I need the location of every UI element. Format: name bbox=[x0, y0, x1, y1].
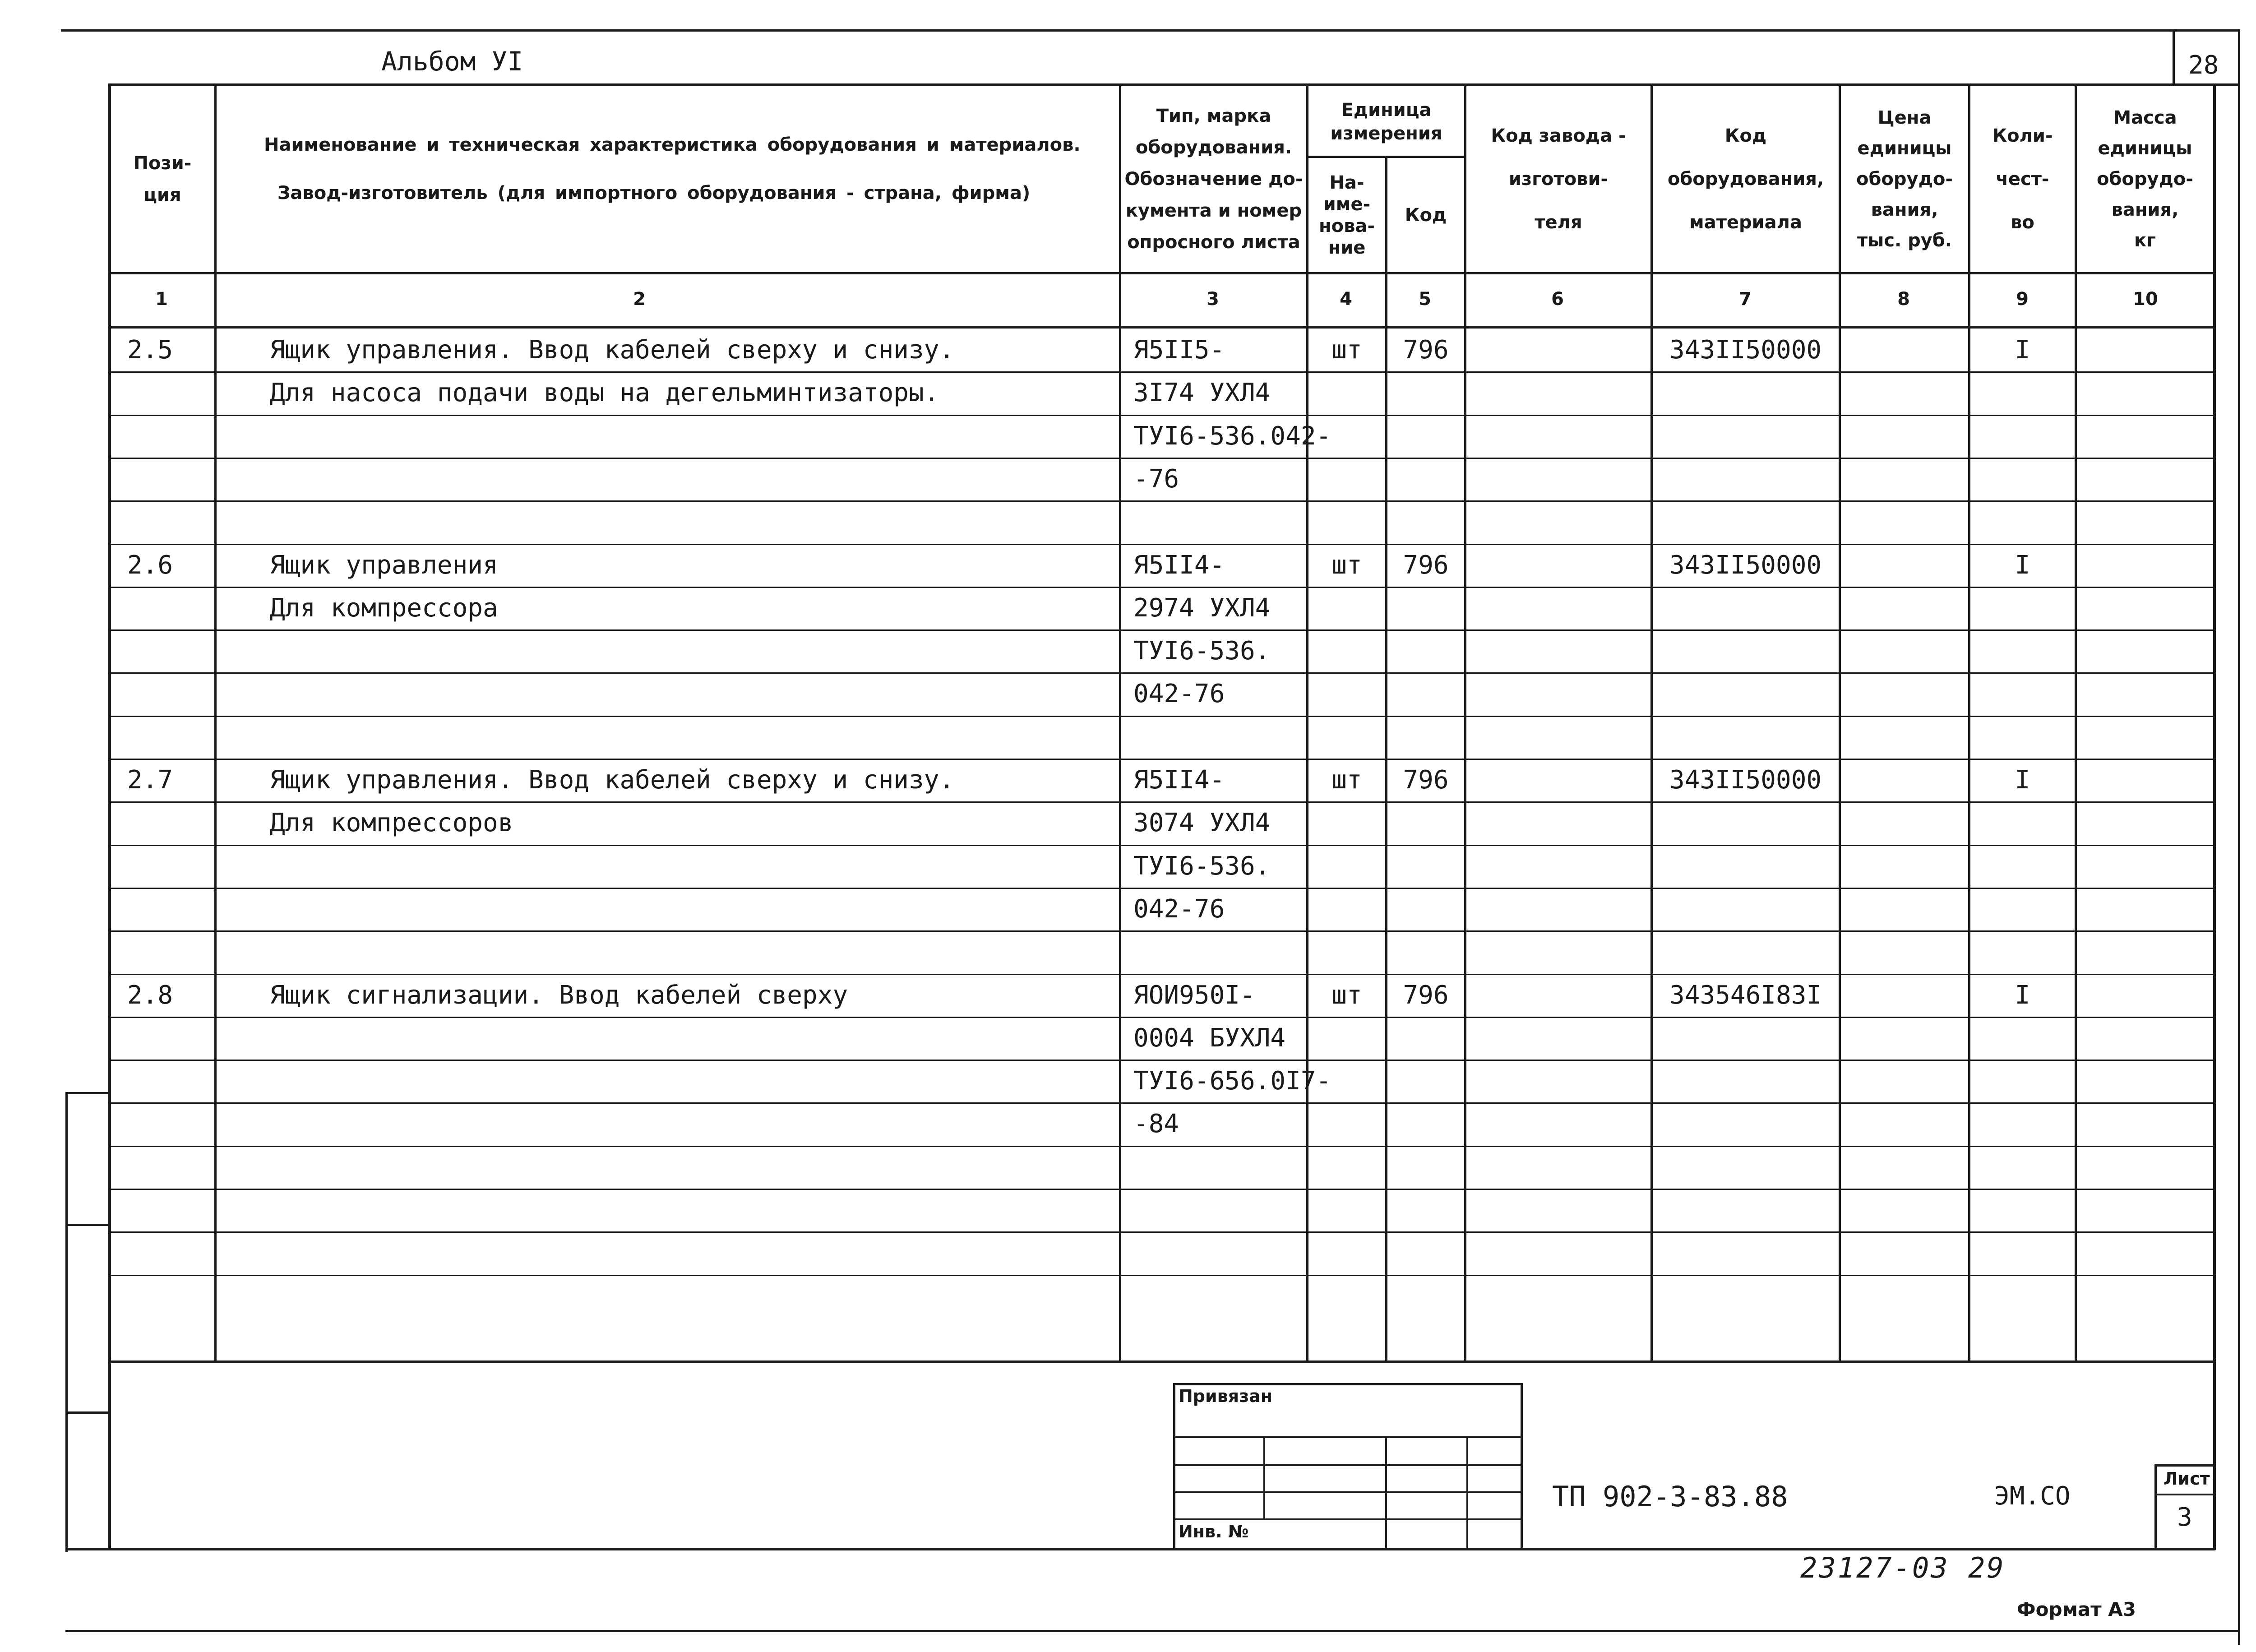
row-divider bbox=[108, 801, 2215, 803]
document-suffix: ЭМ.СО bbox=[1994, 1481, 2071, 1511]
sheet-box-top bbox=[2154, 1464, 2215, 1467]
col-line-3 bbox=[1306, 83, 1308, 1360]
row-divider bbox=[108, 415, 2215, 416]
quantity-cell: I bbox=[2015, 335, 2030, 365]
row-divider bbox=[108, 629, 2215, 631]
sheet-label: Лист bbox=[2164, 1469, 2210, 1489]
type-cell: ТУI6-536.042- bbox=[1133, 421, 1331, 451]
row-divider bbox=[108, 974, 2215, 975]
row-divider bbox=[108, 1102, 2215, 1104]
row-divider bbox=[108, 759, 2215, 760]
header-name-line1: Наименование и техническая характеристика оборудования и материалов. bbox=[264, 134, 1081, 155]
header-bottom-line bbox=[108, 272, 2215, 274]
margin-tick-3 bbox=[65, 1411, 111, 1414]
header-unit-group: Единица измерения bbox=[1330, 100, 1442, 144]
bound-box-top bbox=[1173, 1383, 1523, 1385]
type-cell: -84 bbox=[1133, 1109, 1179, 1138]
margin-tick-1 bbox=[65, 1092, 111, 1094]
frame-left-margin-line bbox=[65, 1092, 68, 1552]
archive-number: 23127-03 29 bbox=[1800, 1551, 2006, 1584]
row-divider bbox=[108, 371, 2215, 373]
unit-code-cell: 796 bbox=[1403, 765, 1449, 795]
unit-code-cell: 796 bbox=[1403, 335, 1449, 365]
row-divider bbox=[108, 1146, 2215, 1147]
inventory-label: Инв. № bbox=[1179, 1522, 1249, 1541]
row-divider bbox=[108, 544, 2215, 545]
row-divider bbox=[108, 930, 2215, 932]
margin-tick-2 bbox=[65, 1224, 111, 1226]
sheet-box-mid bbox=[2154, 1494, 2215, 1495]
column-number-4: 4 bbox=[1340, 289, 1352, 310]
column-number-9: 9 bbox=[2016, 289, 2029, 310]
table-left-border bbox=[108, 83, 111, 1550]
type-cell: 042-76 bbox=[1133, 894, 1225, 924]
type-cell: 042-76 bbox=[1133, 679, 1225, 708]
equipment-code-cell: 343546I83I bbox=[1669, 981, 1822, 1010]
type-cell: ТУI6-536. bbox=[1133, 636, 1271, 666]
header-unit-name: На- име- нова- ние bbox=[1318, 172, 1375, 258]
type-cell: 3074 УХЛ4 bbox=[1133, 808, 1271, 838]
bound-label: Привязан bbox=[1179, 1386, 1273, 1406]
type-cell: 3I74 УХЛ4 bbox=[1133, 378, 1271, 407]
header-name-line2: Завод-изготовитель (для импортного оборудования - страна, фирма) bbox=[277, 183, 1031, 204]
row-divider bbox=[108, 1060, 2215, 1061]
row-divider bbox=[108, 888, 2215, 889]
row-divider bbox=[108, 458, 2215, 459]
unit-code-cell: 796 bbox=[1403, 551, 1449, 580]
bound-row-3 bbox=[1173, 1491, 1523, 1493]
row-divider bbox=[108, 587, 2215, 588]
column-number-2: 2 bbox=[633, 289, 646, 310]
type-cell: 0004 БУХЛ4 bbox=[1133, 1023, 1286, 1053]
name-cell: Ящик управления. Ввод кабелей сверху и снизу. bbox=[270, 335, 955, 365]
sheet-number: 3 bbox=[2177, 1503, 2192, 1532]
col-line-5 bbox=[1464, 83, 1466, 1360]
type-cell: -76 bbox=[1133, 464, 1179, 494]
position-cell: 2.8 bbox=[127, 981, 173, 1010]
unit-name-cell: шт bbox=[1331, 765, 1362, 795]
frame-bottom-line bbox=[65, 1630, 2240, 1632]
column-number-6: 6 bbox=[1551, 289, 1564, 310]
unit-code-cell: 796 bbox=[1403, 981, 1449, 1010]
type-cell: ТУI6-536. bbox=[1133, 851, 1271, 881]
table-right-border bbox=[2213, 83, 2216, 1550]
header-quantity: Коли- чест- во bbox=[1992, 125, 2053, 233]
type-cell: 2974 УХЛ4 bbox=[1133, 593, 1271, 623]
type-cell: Я5II4- bbox=[1133, 551, 1225, 580]
bound-col-1 bbox=[1263, 1436, 1265, 1518]
unit-name-cell: шт bbox=[1331, 981, 1362, 1010]
stamp-top-line bbox=[108, 1360, 2215, 1363]
type-cell: Я5II5- bbox=[1133, 335, 1225, 365]
column-number-7: 7 bbox=[1739, 289, 1752, 310]
position-cell: 2.5 bbox=[127, 335, 173, 365]
row-divider bbox=[108, 672, 2215, 674]
album-label: Альбом УI bbox=[381, 46, 523, 77]
quantity-cell: I bbox=[2015, 981, 2030, 1010]
position-cell: 2.7 bbox=[127, 765, 173, 795]
unit-name-cell: шт bbox=[1331, 335, 1362, 365]
row-divider bbox=[108, 1189, 2215, 1190]
header-equipment-code: Код оборудования, материала bbox=[1667, 125, 1824, 233]
quantity-cell: I bbox=[2015, 551, 2030, 580]
equipment-code-cell: 343II50000 bbox=[1669, 551, 1822, 580]
row-divider bbox=[108, 716, 2215, 717]
col-line-6 bbox=[1650, 83, 1653, 1360]
frame-top-line bbox=[61, 29, 2240, 32]
format-label: Формат А3 bbox=[2017, 1598, 2136, 1620]
name-cell: Для насоса подачи воды на дегельминтизаторы. bbox=[270, 378, 939, 407]
type-cell: ЯОИ950I- bbox=[1133, 981, 1255, 1010]
column-number-5: 5 bbox=[1419, 289, 1431, 310]
stamp-bottom-line bbox=[65, 1548, 2215, 1550]
name-cell: Ящик управления. Ввод кабелей сверху и снизу. bbox=[270, 765, 955, 795]
sheet-box-left bbox=[2154, 1464, 2157, 1550]
row-divider bbox=[108, 1231, 2215, 1233]
col-line-9 bbox=[2075, 83, 2077, 1360]
colnum-bottom-line bbox=[108, 326, 2215, 329]
unit-name-cell: шт bbox=[1331, 551, 1362, 580]
column-number-8: 8 bbox=[1897, 289, 1910, 310]
column-number-10: 10 bbox=[2133, 289, 2158, 310]
type-cell: Я5II4- bbox=[1133, 765, 1225, 795]
header-plant-code: Код завода - изготови- теля bbox=[1491, 125, 1626, 233]
row-divider bbox=[108, 1275, 2215, 1276]
header-position: Пози- ция bbox=[133, 153, 192, 205]
col-line-1 bbox=[214, 83, 217, 1360]
row-divider bbox=[108, 500, 2215, 502]
corner-divider bbox=[2173, 29, 2175, 86]
document-code: ТП 902-3-83.88 bbox=[1552, 1480, 1788, 1513]
col-line-2 bbox=[1119, 83, 1121, 1360]
header-unit-price: Цена единицы оборудо- вания, тыс. руб. bbox=[1856, 107, 1953, 251]
header-type: Тип, марка оборудования. Обозначение до- кумента и номер опросного листа bbox=[1124, 105, 1303, 253]
quantity-cell: I bbox=[2015, 765, 2030, 795]
bound-row-4 bbox=[1173, 1518, 1523, 1520]
col-line-8 bbox=[1968, 83, 1970, 1360]
frame-right-line bbox=[2238, 29, 2240, 1645]
column-number-1: 1 bbox=[155, 289, 168, 310]
bound-col-3 bbox=[1466, 1436, 1468, 1548]
header-mass: Масса единицы оборудо- вания, кг bbox=[2097, 107, 2193, 251]
sheet-corner-number: 28 bbox=[2188, 51, 2219, 80]
name-cell: Для компрессора bbox=[270, 593, 498, 623]
type-cell: ТУI6-656.0I7- bbox=[1133, 1066, 1331, 1096]
column-number-3: 3 bbox=[1207, 289, 1219, 310]
row-divider bbox=[108, 845, 2215, 846]
bound-row-2 bbox=[1173, 1464, 1523, 1466]
header-unit-code: Код bbox=[1405, 204, 1447, 226]
row-divider bbox=[108, 1017, 2215, 1018]
equipment-code-cell: 343II50000 bbox=[1669, 765, 1822, 795]
equipment-code-cell: 343II50000 bbox=[1669, 335, 1822, 365]
name-cell: Ящик сигнализации. Ввод кабелей сверху bbox=[270, 981, 848, 1010]
bound-col-2 bbox=[1385, 1436, 1387, 1548]
position-cell: 2.6 bbox=[127, 551, 173, 580]
bound-row-1 bbox=[1173, 1436, 1523, 1438]
name-cell: Ящик управления bbox=[270, 551, 498, 580]
name-cell: Для компрессоров bbox=[270, 808, 513, 838]
col-line-7 bbox=[1839, 83, 1841, 1360]
